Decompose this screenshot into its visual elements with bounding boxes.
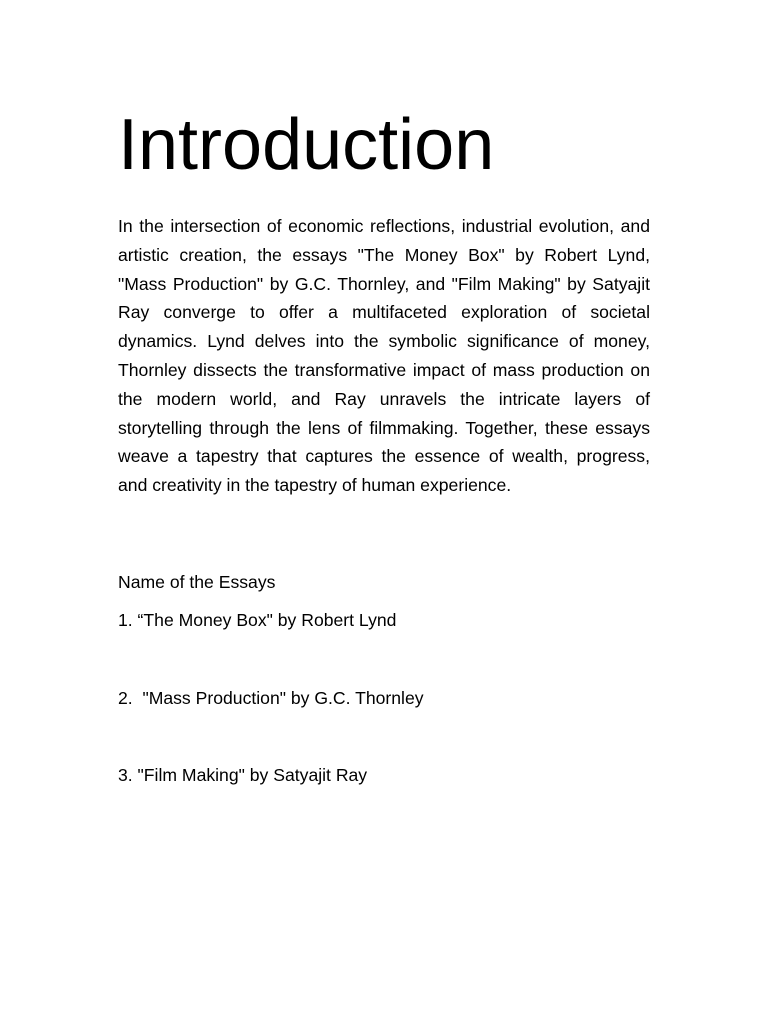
document-title: Introduction: [118, 105, 495, 185]
essays-heading: Name of the Essays: [118, 572, 276, 592]
essay-item-mass-production: 2. "Mass Production" by G.C. Thornley: [118, 688, 424, 708]
essay-item-money-box: 1. “The Money Box" by Robert Lynd: [118, 610, 397, 630]
essay-item-film-making: 3. "Film Making" by Satyajit Ray: [118, 765, 368, 785]
intro-paragraph: In the intersection of economic reflections, industrial evolution, and artistic creation, the essays "The Money Box" by Robert Lynd, "Mass Production" by G.C. Thornley, and "Film Making" by Satyajit Ray converge to offer a multifaceted exploration of societal dynamics. Lynd delves into the symbolic significance of money, Thornley dissects the transformative impact of mass production on the modern world, and Ray unravels the intricate layers of storytelling through the lens of filmmaking. Together, these essays weave a tapestry that captures the essence of wealth, progress, and creativity in the tapestry of human experience.: [118, 216, 650, 496]
